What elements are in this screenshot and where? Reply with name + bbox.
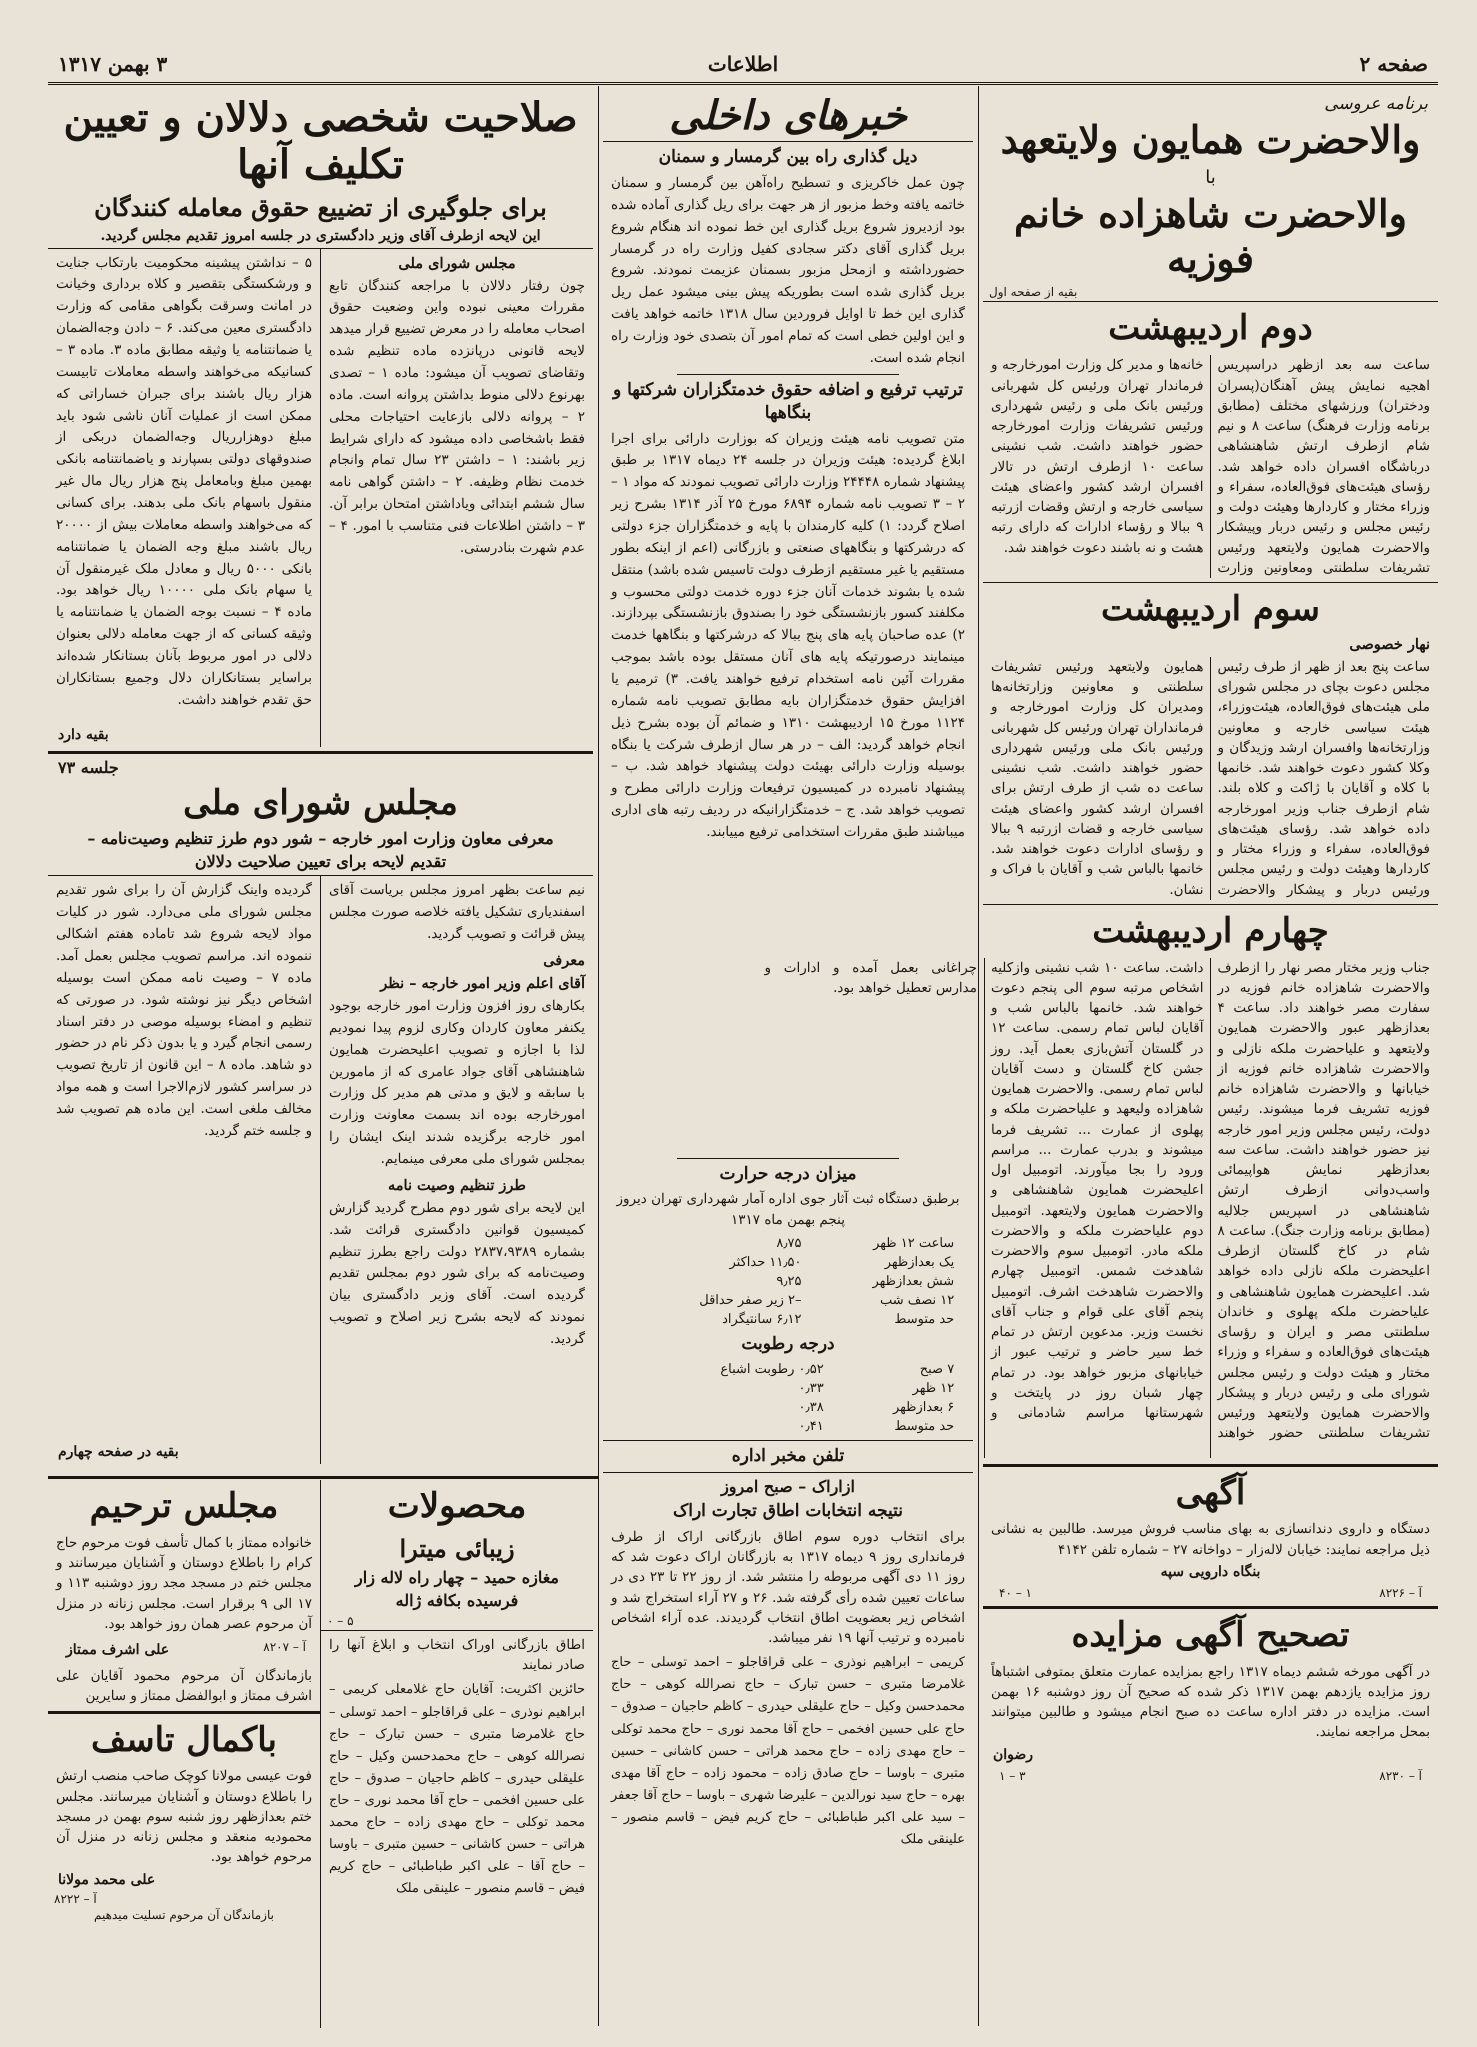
table-row: ۷ صبح ۰٫۵۲ رطوبت اشباع: [720, 1361, 955, 1377]
ad-title: آگهی: [1175, 1472, 1246, 1513]
session-subhead-2: تقدیم لایحه برای تعیین صلاحیت دلالان: [194, 852, 447, 872]
rail-story-title: دیل گذاری راه بین گرمسار و سمنان: [658, 147, 918, 167]
promotion-story-body: متن تصویب نامه هیئت وزیران که بوزارت دارائی برای اجرا ابلاغ گردیده: هیئت وزیران در جلسه ۲۴ دیماه ۱۳۱۷ بر طبق پیشنهاد شماره ۲۴۴۴۸ وزارت دارائی تصویب نمودند که مواد ۱ – ۲ – ۳ تصویب نامه شماره ۶۸۹۴ مورخ ۲۵ آذر ۱۳۱۴ بشرح زیر اصلاح گردد: ۱) کلیه کارمندان با پایه و خدمتگزاران جزء دولتی که درشرکتها و بنگاههای صنعتی و بازرگانی (اعم از اینکه بطور مستقیم یا غیر مستقیم ازطرف دولت تاسیس شده باشد) منتقل شده یا بشوند خدمات آنان جزء دوره خدمت دولتی محسوب و مکلفند کسور بازنشستگی خود را بصندوق بازنشستگی بپردازند. ۲) عده صاحبان پایه های پنج ببالا که درشرکتها و بنگاهها خدمت مینمایند درصورتیکه پایه های آنان مستقل بوده باشد بموجب مقررات آئین نامه استخدام ترفیع خواهند یافت. ۳) ترمیم یا افزایش حقوق خدمتگزاران بایه مطابق تصویب نامه شماره ۱۱۲۴ مورخ ۱۵ اردیبهشت ۱۳۱۰ و ضمائم آن بوده بشرح ذیل انجام خواهد گردید: الف – در هر سال ازطرف شرکت یا بنگاه بوسیله وزارت دارائی بهیئت دولت پیشنهاد خواهد شد. ب – پیشنهاد نامبرده در کمیسیون ترفیعات وزارت دارائی مطرح و تصویب خواهد شد. ج – خدمتگزارانیکه در ردیف رتبه های اداری میباشند طبق مقررات استخدامی ترفیع مییابند.: [611, 430, 966, 841]
continued-note: بقیه از صفحه اول: [989, 285, 1078, 300]
session-number: جلسه ۷۳: [58, 757, 119, 777]
table-row: ساعت ۱۲ ظهر ۸٫۷۵: [776, 1235, 955, 1251]
arak-names: کریمی – ابراهیم نوذری – علی قراقاجلو – احمد توسلی – حاج غلامرضا متبری – حسن تبارک – حاج نصرالله کوهی – حاج محمدحسن وکیل – حاج علیقلی حیدری – کاظم حاجیان – صدوق – حاج علی حسین افخمی – حاج آقا محمد نوری – حاج محمد توکلی – حاج مهدی زاده – حاج محمد هراتی – حسن کاشانی – حسین متبری – باوسا – حاج صادق زاده – محمود زاده – حاج آقا مهدی بهره – حاج سید نورالدین – علیرضا شهری – باوسا – حاج آقا جعفر – سید علی اکبر طباطبائی – حاج کریم فیض – قاسم منصور – علینقی ملک: [611, 1655, 965, 1848]
correction-title: تصحیح آگهی مزایده: [1071, 1614, 1350, 1655]
day3-title: سوم اردیبهشت: [1100, 589, 1321, 630]
session-will-subhead: طرز تنظیم وصیت نامه: [388, 1176, 526, 1194]
table-row: حد متوسط ۶٫۱۲ سانتیگراد: [722, 1311, 955, 1327]
headline-princess-fawzia: والاحضرت شاهزاده خانم فوزیه: [1014, 190, 1407, 281]
chamber-intro: اطاق بازرگانی اوراک انتخاب و ابلاغ آنها را صادر نمایند: [329, 1636, 585, 1674]
condolence-signature-2: بازماندگان آن مرحوم تسلیت میدهیم: [94, 1907, 274, 1922]
weather-title: میزان درجه حرارت: [719, 1163, 857, 1184]
correction-code-2: ۳ – ۱: [999, 1768, 1026, 1783]
arak-body: برای انتخاب دوره سوم اطاق بازرگانی اراک از طرف فرمانداری روز ۹ دیماه ۱۳۱۷ به بازرگانان اراک دعوت شد که روز ۱۱ دی آگهی مربوطه را منتشر شد. از روز ۲۲ تا ۲۳ دی در ساعات تعیین شده رأی گرفته شد. ۲۶ و ۲۷ آراء استخراج شد و اشخاص زیر بعضویت اطاق انتخاب گردیدند. عده آراء اشخاص نامبرده و ترتیب آنها ۱۹ نفر میباشد.: [611, 1528, 965, 1647]
column-middle: [603, 90, 973, 2028]
ads-bottom-left: [48, 1480, 593, 2028]
day3-subhead: نهار خصوصی: [1349, 635, 1430, 653]
column-left: [48, 90, 593, 1475]
brokers-lead: این لایحه ازطرف آقای وزیر دادگستری در جلسه امروز تقدیم مجلس گردید.: [100, 227, 541, 244]
brokers-subhead: برای جلوگیری از تضییع حقوق معامله کنندگان: [94, 193, 547, 223]
products-title: محصولات: [387, 1486, 527, 1526]
day4-body: جناب وزیر مختار مصر نهار را ازطرف والاحضرت شاهزاده خانم فوزیه در سفارت مصر خواهند داد. ساعت ۴ بعدازظهر عبور والاحضرت همایون ولایتعهد و علیاحضرت ملکه نازلی و والاحضرت شاهزاده خانم فوزیه از خیابانها و والاحضرت شاهزاده خانم فوزیه تشریف فرما میشوند. رئیس دولت، رئیس مجلس وزیر امور خارجه نیز حضور خواهند داشت. ساعت سه بعدازظهر نمایش هواپیمائی واسب‌دوانی ازطرف ارتش شاهنشاهی در اسپریس جلالیه (مطابق برنامه وزارت جنگ). ساعت ۸ شام در کاخ گلستان ازطرف اعلیحضرت ملکه نازلی داده خواهد شد. اعلیحضرت همایون شاهنشاهی و علیاحضرت ملکه پهلوی و خاندان سلطنتی مصر و ایران و رؤسای هیئت‌های فوق‌العاده و سفراء و وزراء مختار و هیئت دولت و رئیس مجلس شورای ملی و رئیس دربار و پیشکار والاحضرت همایون ولایتعهد ورئیس تشریفات سلطنتی حضور خواهند داشت. ساعت ۱۰ شب نشینی وازکلیه اشخاص مرتبه سوم الی پنجم دعوت خواهند شد. خانمها بالباس شب و آقایان لباس تمام رسمی. ساعت ۱۲ در گلستان آتش‌بازی بعمل آید. روز جشن کاخ گلستان و دست آقایان لباس تمام رسمی. والاحضرت همایون شاهزاده ولیعهد و علیاحضرت ملکه و پهلوی از عمارت ... تشریف فرما میشوند و بدرب عمارت ... مراسم ورود را بجا میآورند. اتومبیل اول اعلیحضرت همایون شاهنشاهی و والاحضرت همایون ولایتعهد. اتومبیل دوم علیاحضرت ملکه و والاحضرت ملکه مادر. اتومبیل سوم والاحضرت شاهدخت شمس. اتومبیل چهارم والاحضرت شاهدخت اشرف. اتومبیل پنجم آقای علی قوام و جناب آقای نخست وزیر. مدعوین ارتش در تمام خط سیر حاضر و ترتیب عبور از خیابانهای مزبور خواهد بود. در تمام چهار شبان روز در پایتخت و شهرستانها مراسم شادمانی و چراغانی بعمل آمده و ادارات و مدارس تعطیل خواهد بود.: [764, 959, 1430, 1442]
memorial-title: مجلس ترحیم: [89, 1486, 279, 1526]
memorial-body: خانواده ممتاز با کمال تأسف فوت مرحوم حاج کرام را باطلاع دوستان و آشنایان میرسانند و مجلس ختم در مسجد مجد روز دوشنبه ۱۱۳ و ۱۷ الی ۹ برقرار است. مجلس زنانه در منزل آن مرحوم عصر همان روز خواهد بود.: [56, 1534, 313, 1632]
table-row: حد متوسط ۰٫۴۱: [798, 1418, 955, 1434]
table-row: شش بعدازظهر ۹٫۲۵: [776, 1273, 955, 1289]
memorial-body-2: بازماندگان آن مرحوم محمود آقایان علی اشرف ممتاز و ابوالفضل ممتاز و سایرین: [56, 1668, 312, 1705]
majlis-subhead: مجلس شورای ملی: [398, 254, 516, 272]
memorial-signature: علی اشرف ممتاز: [66, 1642, 170, 1659]
kicker-wedding-program: برنامه عروسی: [1324, 94, 1428, 114]
session-minister-subhead: آقای اعلم وزیر امور خارجه – نظر: [380, 974, 585, 992]
table-row: یک بعدازظهر ۱۱٫۵۰ حداکثر: [729, 1254, 955, 1270]
ad-code-2: ۱ – ۴۰: [999, 1585, 1032, 1600]
session-body-d: گردیده واینک گزارش آن را برای شور تقدیم مجلس شورای ملی می‌دارد. شور در کلیات مواد لایحه شروع شد تاماده هفتم اشکالی ننموده اند. مراسم تصویب مجلس بعمل آمد. ماده ۷ – وصیت نامه ممکن است بوسیله اشخاص دیگر نیز نوشته شود. در صورتی که تنظیم و امضاء بوسیله موصی در دفتر اسناد رسمی انجام گیرد و یا بدون ذکر نام در حضور دو شاهد. ماده ۸ – این قانون از تاریخ تصویب در سراسر کشور لازم‌الاجرا است و همه مواد مخالف ملغی است. این ماده هم تصویب شد و جلسه ختم گردید.: [56, 882, 312, 1139]
arak-dateline: ازاراک – صبح امروز: [721, 1476, 855, 1496]
session-body-b: بکارهای روز افزون وزارت امور خارجه بوجود یکنفر معاون کاردان وکاری لزوم پیدا نمودیم لذا با اجازه و تصویب اعلیحضرت همایون شاهنشاهی آقای جواد عامری که از مامورین با سابقه و لایق و مدتی هم مدیر کل وزارت امورخارجه بوده اند بسمت معاونت وزارت امور خارجه برگزیده شدند اینک ایشان را بمجلس شورای ملی معرفی مینمایم.: [329, 997, 585, 1167]
domestic-news-title: خبرهای داخلی: [669, 92, 907, 139]
continued-marker: بقیه دارد: [58, 726, 109, 743]
table-row: ۱۲ نصف شب –۲ زیر صفر حداقل: [699, 1292, 955, 1308]
condolence-signature: علی محمد مولانا: [58, 1871, 156, 1888]
rail-story-body: چون عمل خاکریزی و تسطیح راه‌آهن بین گرمسار و سمنان خاتمه یافته وخط مزبور از هر جهت برای ریل گذاری آماده شده بود ازدیروز شروع بریل گذاری این خط نموده اند هنگام شروع بریل گذاری آقای دکتر سجادی کفیل وزارت راه در گرمسار حضورداشته و ازمحل مزبور بسمنان عزیمت نمودند. شروع بریل گذاری شده است بطوریکه پیش بینی میشود عمل ریل گذاری این خط تا اوایل فروردین سال ۱۳۱۸ خاتمه خواهد یافت و این اولین خطی است که تمام امور آن بتصدی خود وزارت راه انجام شده است.: [611, 174, 965, 366]
memorial-code: آ – ۸۲۰۷: [263, 1640, 306, 1655]
temperature-table: [618, 1234, 958, 1329]
products-brand: زیبائی میترا: [399, 1533, 515, 1563]
products-arrival: فرسیده بکافه ژاله: [395, 1590, 519, 1610]
promotion-story-title: ترتیب ترفیع و اضافه حقوق خدمتگزاران شرکتها و بنگاهها: [612, 379, 964, 423]
day4-title: چهارم اردیبهشت: [1092, 910, 1329, 951]
arak-title: نتیجه انتخابات اطاق تجارت اراک: [673, 1500, 903, 1521]
condolence-title: باکمال تاسف: [90, 1719, 278, 1760]
humidity-table: [618, 1360, 958, 1436]
ad-signature: بنگاه دارویی سپه: [1160, 1563, 1261, 1580]
session-intro-subhead: معرفی: [543, 951, 585, 969]
products-store: مغازه حمید – چهار راه لاله زار: [355, 1567, 559, 1587]
brokers-body-a: چون رفتار دلالان با مراجعه کنندگان تابع مقررات معینی نبوده واین وضعیت حقوق اصحاب معامله را در معرض تضییع قرار میدهد لایحه قانونی درپانزده ماده تنظیم شده وتقاضای تصویب آن میشود: ماده ۱ – تصدی بهرنوع دلالی منوط بداشتن پروانه است. ماده ۲ – پروانه دلالی باز‌عایت احتیاجات محلی فقط باشخاصی داده میشود که دارای شرایط زیر باشند: ۱ – داشتن ۲۳ سال تمام وانجام خدمت نظام وظیفه. ۲ – داشتن گواهی نامه سال ششم ابتدائی ویاداشتن امتحان برابر آن. ۳ – داشتن اطلاعات فنی متناسب با امور. ۴ – عدم شهرت بنادرستی.: [329, 277, 586, 556]
table-row: ۶ بعدازظهر ۰٫۳۸: [798, 1399, 955, 1415]
session-continued: بقیه در صفحه چهارم: [58, 1444, 179, 1461]
brokers-body-b: ۵ – نداشتن پیشینه محکومیت بارتکاب جنایت و ورشکستگی بتقصیر و کلاه برداری وخیانت در امانت وسرقت بگواهی مقامی که وزارت دادگستری معین می‌کند. ۶ – دادن وجه‌الضمان یا ضمانتنامه یا وثیقه مطابق ماده ۳. ماده ۳ – کسانیکه می‌خواهند واسطه معاملات تابیست هزار ریال باشند برای جبران خساراتی که ممکن است از عملیات آنان ناشی شود باید مبلغ دوهزارریال وجه‌الضمان دربکی از صندوقهای دولتی بسپارند و یاضمانتنامه بانکی بهمین مبلغ وبامعامل پنج هزار ریال مال غیر منقول باسهام بانک ملی بدهند. برای کسانی که می‌خواهند واسطه معاملات بیش از ۲۰۰۰۰ ریال باشند مبلغ وجه الضمان یا ضمانتنامه بانکی ۵۰۰۰ ریال و معادل ملک غیرمنقول آن یا سهام بانک ملی ۱۰۰۰۰ ریال خواهد بود. ماده ۴ – نسبت بوجه الضمان یا ضمانتنامه یا وثیقه کسانی که از جهت معامله دلالی بعنوان دلالی در امور مربوط بآنان بستانکار شده‌اند براسایر بستانکاران دلال وجمیع بستانکاران حق تقدم خواهند داشت.: [56, 254, 312, 708]
humidity-title: درجه رطوبت: [741, 1333, 835, 1354]
condolence-body: فوت عیسی مولانا کوچک صاحب منصب ارتش را باطلاع دوستان و آشنایان میرسانند. مجلس ختم بعدازظهر روز شنبه سوم بهمن در مسجد محمودیه منعقد و مجلس زنانه در منزل آن مرحوم خواهد بود.: [56, 1768, 312, 1866]
session-body-c: این لایحه برای شور دوم مطرح گردید گزارش کمیسیون قوانین دادگستری قرائت شد. بشماره ۲۸۳۷،۹۳۸۹ دولت راجع بطرز تنظیم وصیت‌نامه که برای شور دوم بمجلس تقدیم گردیده است. آقای وزیر دادگستری بیان نمودند که لایحه بشرح زیر اصلاح و تصویب گردید.: [329, 1199, 585, 1347]
chamber-names: حائزین اکثریت: آقایان حاج غلامعلی کریمی – ابراهیم نوذری – علی قراقاجلو – احمد توسلی – حاج غلامرضا متبری – حسن تبارک – حاج نصرالله کوهی – حاج محمدحسن وکیل – حاج علیقلی حیدری – کاظم حاجیان – صدوق – حاج علی حسین افخمی – حاج آقا محمد نوری – حاج محمد توکلی – حاج مهدی زاده – حاج محمد هراتی – حسن کاشانی – حسین متبری – باوسا – حاج آقا – علی اکبر طباطبائی – حاج کریم فیض – قاسم منصور – علینقی ملک: [329, 1682, 585, 1897]
headline-connector: با: [1205, 166, 1216, 188]
correction-body: در آگهی مورخه ششم دیماه ۱۳۱۷ راجع بمزایده عمارت متعلق بمتوفی اشتباهاً روز مزایده یازدهم بهمن ۱۳۱۷ ذکر شده که صحیح آن روز دوشنبه ۱۶ بهمن است. مزایده در دفتر اداره ساعت ده صبح انجام میشود و طالبین میتوانند بمحل مراجعه نمایند.: [991, 1663, 1431, 1741]
session-body-a: نیم ساعت بظهر امروز مجلس بریاست آقای اسفندیاری تشکیل یافته خلاصه صورت مجلس پیش قرائت و تصویب گردید.: [329, 882, 585, 943]
issue-date: ۳ بهمن ۱۳۱۷: [58, 52, 168, 76]
page-number: صفحه ۲: [1359, 52, 1428, 76]
products-code: ۵ – ۰: [327, 1613, 354, 1628]
session-subhead-1: معرفی معاون وزارت امور خارجه – شور دوم طرز تنظیم وصیت‌نامه –: [87, 829, 554, 849]
headline-crown-prince: والاحضرت همایون ولایتعهد: [1000, 117, 1421, 162]
paper-name: اطلاعات: [707, 52, 779, 76]
correction-signature: رضوان: [993, 1746, 1034, 1763]
newspaper-page: [48, 40, 1438, 2030]
brokers-headline: صلاحیت شخصی دلالان و تعیین تکلیف آنها: [63, 94, 578, 189]
ad-code: آ – ۸۲۲۶: [1379, 1585, 1422, 1600]
correction-code: آ – ۸۲۳۰: [1379, 1768, 1422, 1783]
table-row: ۱۲ ظهر ۰٫۳۳: [798, 1380, 955, 1396]
ad-body: دستگاه و داروی دندانسازی به بهای مناسب فروش میرسد. طالبین به نشانی ذیل مراجعه نمایند: خیابان لاله‌زار – دواخانه ۲۷ – شماره تلفن ۴۱۴۲: [991, 1521, 1430, 1558]
phone-note: تلفن مخبر اداره: [731, 1445, 845, 1466]
session-title: مجلس شورای ملی: [183, 782, 458, 823]
weather-intro: برطبق دستگاه ثبت آثار جوی اداره آمار شهرداری تهران دیروز پنجم بهمن ماه ۱۳۱۷: [616, 1191, 960, 1228]
masthead: [48, 52, 1438, 85]
day2-body: ساعت سه بعد ازظهر درا‌سپریس اهجیه نمایش پیش آهنگان(پسران ودختران) ورزشهای مختلف (مطابق برنامه وزارت فرهنگ) ساعت ۸ و نیم شام ازطرف ارتش شاهنشاهی درباشگاه افسران داده خواهد شد. رؤسای هیئت‌های فوق‌العاده، سفراء و وزراء مختار و کاردارها وهیئت دولت و رئیس مجلس و رئیس دربار وپیشکار والاحضرت همایون ولایتعهد ورئیس تشریفات سلطنتی ومعاونین وزارت خانه‌ها و مدیر کل وزارت امورخارجه و فرماندار تهران ورئیس کل شهربانی ورئیس بانک ملی و رئیس شهرداری ورئیس تشریفات وزارت امورخارجه حضور خواهند داشت. شب نشینی ساعت ۱۰ ازطرف ارتش در تالار افسران ارشد کشور واعضای هیئت سیاسی خارجه و ارتش وقضات ازرتبه ۹ ببالا و رؤساء ادارات که دارای رتبه هشت و نه باشند دعوت خواهند شد.: [991, 357, 1430, 576]
condolence-code: آ – ۸۲۲۲: [54, 1891, 97, 1906]
day2-title: دوم اردیبهشت: [1108, 308, 1313, 349]
day3-body: ساعت پنج بعد از ظهر از طرف رئیس مجلس دعوت بچای در مجلس شورای ملی هیئت‌های فوق‌العاده، هیئت‌وزراء، هیئت سیاسی خارجه و معاونین وزارتخانه‌ها وافسران ارشد وزیدگان و وکلا کشور دعوت خواهند شد. خانمها با کلاه و آقایان با ژاکت و کلاه بلند. شام ازطرف جناب وزیر امورخارجه داده خواهد شد. رؤسای هیئت‌های فوق‌العاده، سفراء و وزراء مختار و کاردارها وهیئت دولت و رئیس مجلس ورئیس دربار و پیشکار والاحضرت همایون ولایتعهد ورئیس تشریفات سلطنتی و معاونین وزارتخانه‌ها ومدیران کل وزارت امورخارجه و فرمانداران تهران ورئیس کل شهربانی ورئیس بانک ملی ورئیس شهرداری حضور خواهند داشت. شب نشینی ساعت ده شب از طرف ارتش برای افسران ارشد کشور واعضای هیئت سیاسی خارجه و قضات ازرتبه ۹ ببالا و رؤسای ادارات دعوت خواهند شد. خانمها بالباس شب و آقایان با فراک و نشان.: [991, 658, 1430, 898]
